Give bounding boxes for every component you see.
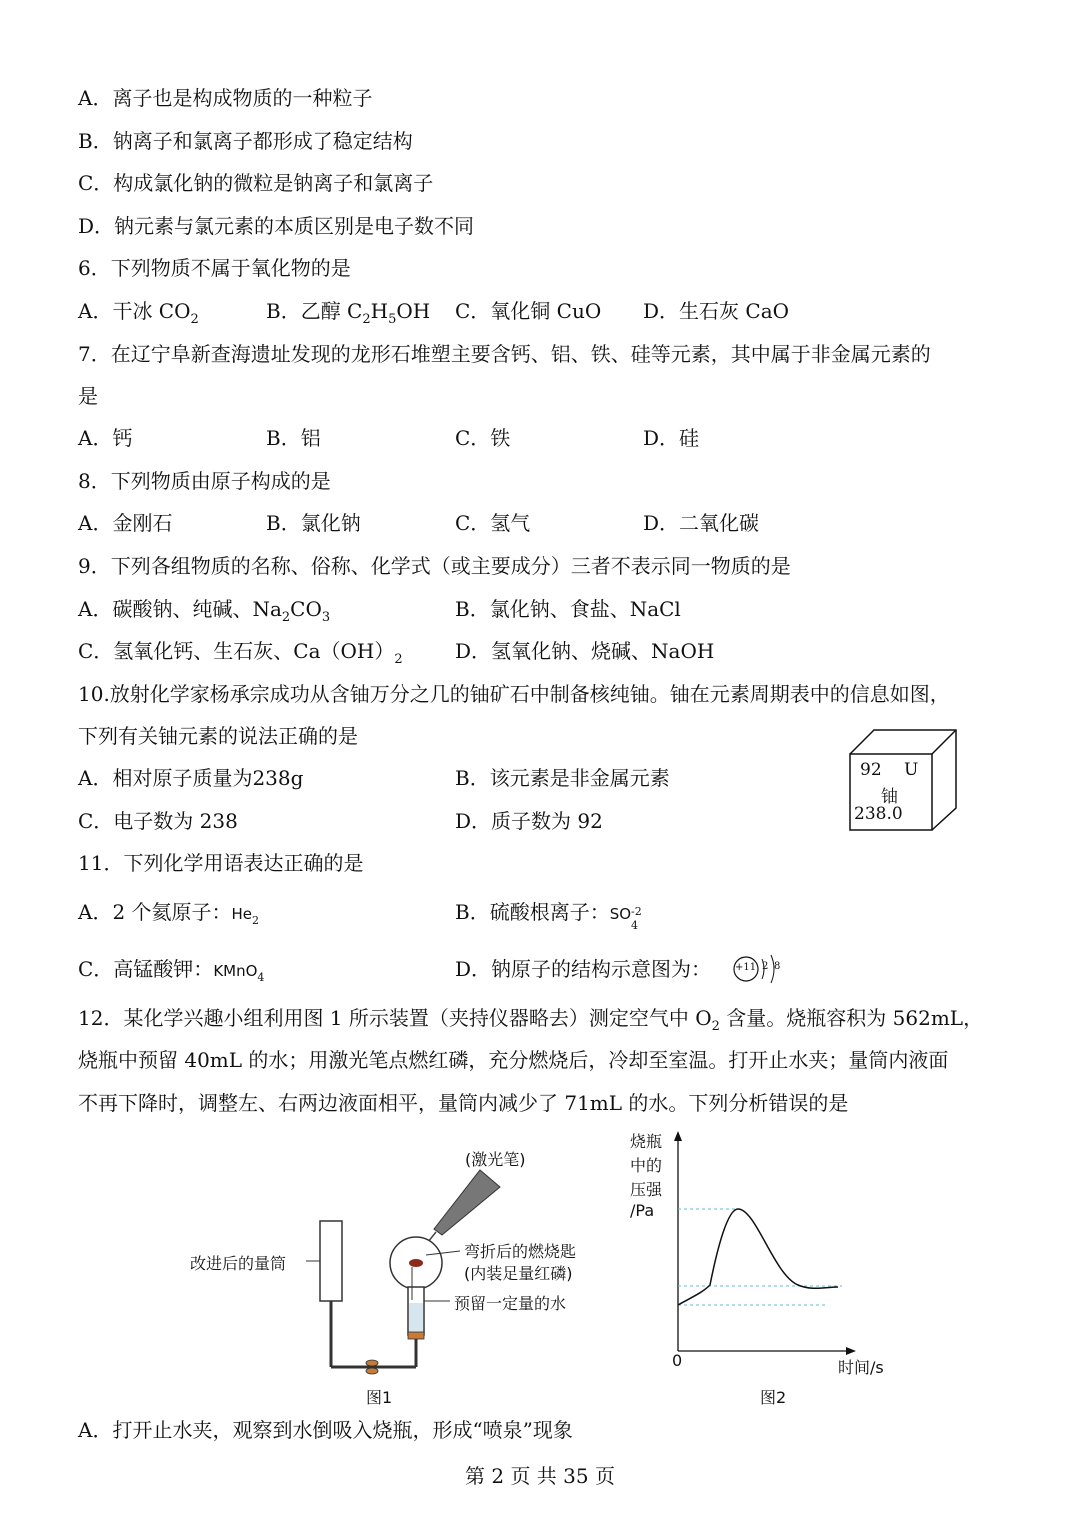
q6-option-c: C．氧化铜 CuO bbox=[455, 299, 602, 323]
q10-stem-line2: 下列有关铀元素的说法正确的是 bbox=[78, 724, 358, 748]
q8-option-b: B．氯化钠 bbox=[266, 511, 361, 535]
water-label: 预留一定量的水 bbox=[454, 1294, 567, 1313]
phosphorus-label: (内装足量红磷) bbox=[464, 1264, 573, 1283]
shell2-electrons: 8 bbox=[774, 961, 781, 972]
q7-option-b: B．铝 bbox=[266, 426, 321, 450]
q12-stem-line3: 不再下降时，调整左、右两边液面相平，量筒内减少了 71mL 的水。下列分析错误的是 bbox=[78, 1091, 849, 1115]
figure-2-caption: 图2 bbox=[760, 1388, 787, 1407]
q8-option-d: D．二氧化碳 bbox=[643, 511, 760, 535]
q8-option-c: C．氢气 bbox=[455, 511, 531, 535]
q6-option-a: A．干冰 $CO_2$ bbox=[78, 299, 199, 327]
cylinder-label: 改进后的量筒 bbox=[190, 1254, 287, 1273]
shell1-electrons: 2 bbox=[762, 961, 769, 972]
q10-stem-line1: 10.放射化学家杨承宗成功从含铀万分之几的铀矿石中制备核纯铀。铀在元素周期表中的信息如图， bbox=[78, 682, 950, 706]
q12-stem-line1: 12．某化学兴趣小组利用图 1 所示装置（夹持仪器略去）测定空气中 $O_2$ 含量。烧瓶容积为 562mL， bbox=[78, 1006, 984, 1034]
q9-option-d: D．氢氧化钠、烧碱、NaOH bbox=[455, 639, 715, 663]
spoon-label: 弯折后的燃烧匙 bbox=[464, 1242, 577, 1261]
element-name: 铀 bbox=[881, 787, 898, 807]
laser-pen-label: (激光笔) bbox=[465, 1150, 526, 1169]
q8-stem: 8．下列物质由原子构成的是 bbox=[78, 469, 331, 493]
q11-option-c: C．高锰酸钾：KMnO$_4$ bbox=[78, 957, 265, 984]
q10-option-a: A．相对原子质量为238g bbox=[78, 766, 304, 790]
q10-option-d: D．质子数为 92 bbox=[455, 809, 603, 833]
q7-stem-line2: 是 bbox=[78, 384, 98, 408]
q11-option-a: A．2 个氦原子：$He_2$ bbox=[78, 900, 260, 927]
q6-stem: 6．下列物质不属于氧化物的是 bbox=[78, 256, 351, 280]
y-label-3: 压强 bbox=[630, 1180, 663, 1199]
q5-option-d: D．钠元素与氯元素的本质区别是电子数不同 bbox=[78, 214, 475, 238]
q7-option-a: A．钙 bbox=[78, 426, 133, 450]
q12-option-a: A．打开止水夹，观察到水倒吸入烧瓶，形成“喷泉”现象 bbox=[78, 1418, 573, 1442]
q6-option-d: D．生石灰 CaO bbox=[643, 299, 790, 323]
q7-option-d: D．硅 bbox=[643, 426, 700, 450]
y-label-1: 烧瓶 bbox=[630, 1132, 663, 1151]
q11-option-b: B．硫酸根离子：SO -2 4 bbox=[455, 900, 642, 932]
q8-option-a: A．金刚石 bbox=[78, 511, 173, 535]
q11-option-d: D．钠原子的结构示意图为： bbox=[455, 957, 712, 981]
atomic-number: 92 bbox=[860, 760, 882, 780]
y-label-4: /Pa bbox=[630, 1201, 655, 1220]
y-label-2: 中的 bbox=[630, 1156, 663, 1175]
page-footer: 第 2 页 共 35 页 bbox=[465, 1464, 615, 1488]
q9-stem: 9．下列各组物质的名称、俗称、化学式（或主要成分）三者不表示同一物质的是 bbox=[78, 554, 791, 578]
q7-stem-line1: 7．在辽宁阜新查海遗址发现的龙形石堆塑主要含钙、铝、铁、硅等元素，其中属于非金属元素的 bbox=[78, 342, 931, 366]
q5-option-b: B．钠离子和氯离子都形成了稳定结构 bbox=[78, 129, 413, 153]
q12-stem-line2: 烧瓶中预留 40mL 的水；用激光笔点燃红磷，充分燃烧后，冷却至室温。打开止水夹；量筒内液面 bbox=[78, 1048, 949, 1072]
element-cell-uranium bbox=[848, 728, 960, 832]
q9-option-a: A．碳酸钠、纯碱、$Na_2CO_3$ bbox=[78, 597, 331, 625]
q5-option-c: C．构成氯化钠的微粒是钠离子和氯离子 bbox=[78, 171, 434, 195]
sodium-atom-diagram bbox=[730, 951, 786, 987]
q10-option-b: B．该元素是非金属元素 bbox=[455, 766, 670, 790]
element-symbol: U bbox=[904, 760, 919, 780]
x-axis-label: 时间/s bbox=[838, 1358, 884, 1377]
q6-option-b: B．乙醇 $C_2H_5OH$ bbox=[266, 299, 431, 327]
nucleus-charge: +11 bbox=[735, 962, 757, 973]
atomic-mass: 238.0 bbox=[854, 804, 903, 824]
q5-option-a: A．离子也是构成物质的一种粒子 bbox=[78, 86, 373, 110]
origin-label: 0 bbox=[672, 1351, 683, 1370]
q7-option-c: C．铁 bbox=[455, 426, 511, 450]
q10-option-c: C．电子数为 238 bbox=[78, 809, 238, 833]
figure-1-caption: 图1 bbox=[366, 1388, 393, 1407]
q9-option-b: B．氯化钠、食盐、NaCl bbox=[455, 597, 681, 621]
q9-option-c: C．氢氧化钙、生石灰、$Ca(OH)_2$ bbox=[78, 639, 403, 667]
figure-1 bbox=[180, 1135, 620, 1415]
q11-stem: 11．下列化学用语表达正确的是 bbox=[78, 851, 364, 875]
figure-2 bbox=[630, 1125, 900, 1415]
